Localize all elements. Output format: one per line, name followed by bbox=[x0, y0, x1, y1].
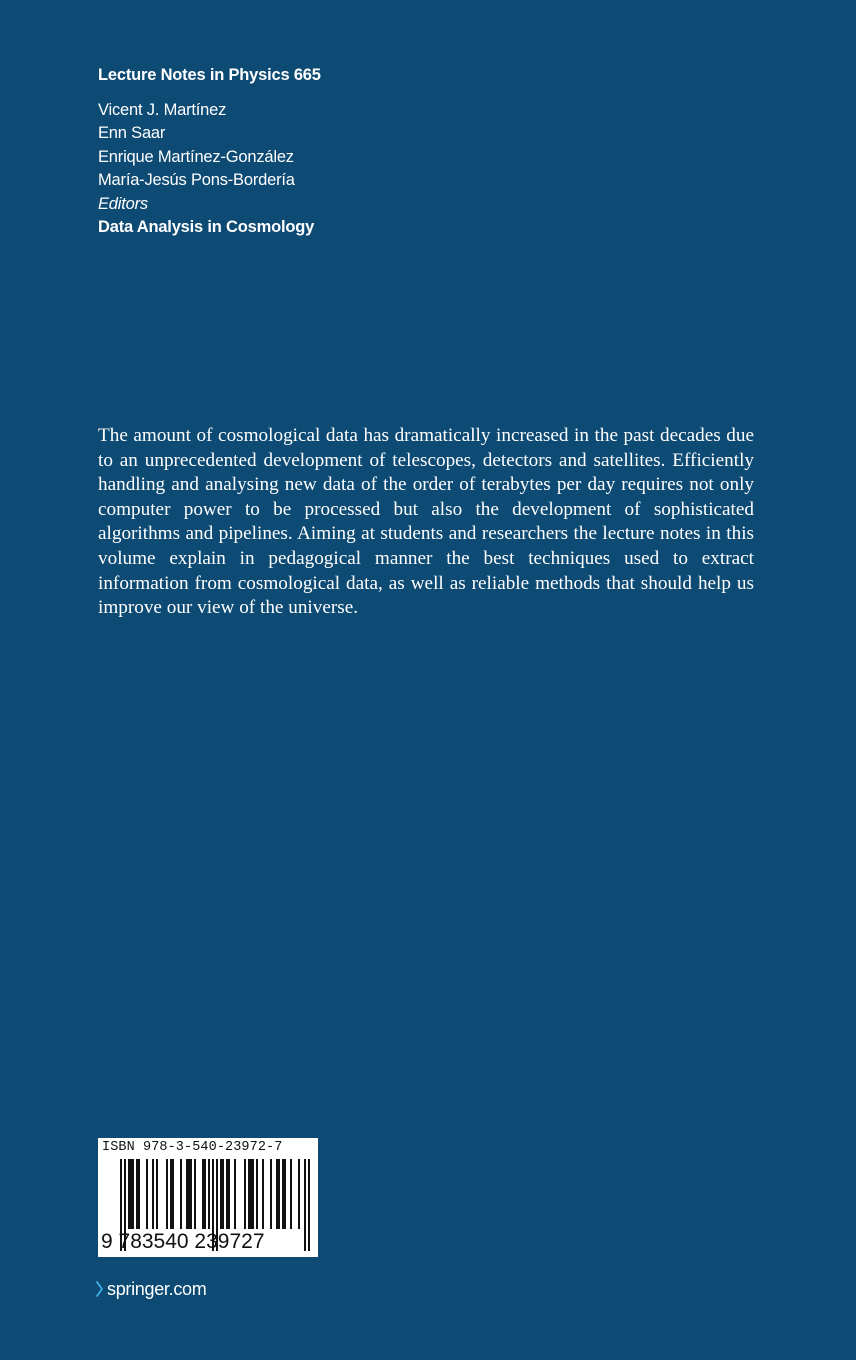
barcode-bar bbox=[190, 1159, 192, 1229]
isbn-barcode bbox=[98, 1138, 318, 1257]
editor-name: Enn Saar bbox=[98, 124, 166, 142]
barcode-bar bbox=[172, 1159, 174, 1229]
barcode-bar bbox=[138, 1159, 140, 1229]
editors-label: Editors bbox=[98, 194, 148, 213]
barcode-bar bbox=[284, 1159, 286, 1229]
barcode-bar bbox=[170, 1159, 172, 1229]
publisher-footer bbox=[96, 1276, 206, 1302]
editor-name: María-Jesús Pons-Bordería bbox=[98, 171, 295, 189]
chevron-right-icon bbox=[96, 1281, 103, 1297]
barcode-bar bbox=[186, 1159, 188, 1229]
barcode-bar bbox=[208, 1159, 210, 1229]
barcode-bar bbox=[204, 1159, 206, 1229]
barcode-bar bbox=[248, 1159, 250, 1229]
barcode-bar bbox=[202, 1159, 204, 1229]
barcode-bar bbox=[180, 1159, 182, 1229]
barcode-bar bbox=[146, 1159, 148, 1229]
barcode-bar bbox=[278, 1159, 280, 1229]
barcode-bar bbox=[252, 1159, 254, 1229]
barcode-bar bbox=[136, 1159, 138, 1229]
book-description: The amount of cosmological data has dramatically increased in the past decades due to an unprecedented development of telescopes, detectors and satellites. Efficiently handling and analysing new data of the order of terabytes per day requires not only computer power to be processed but also the development of sophisticated algorithms and pipelines. Aiming at students and researchers the lecture notes in this volume explain in pedagogical manner the best techniques used to extract information from cosmological data, as well as reliable methods that should help us improve our view of the universe. bbox=[98, 425, 754, 619]
series-title: Lecture Notes in Physics 665 bbox=[98, 66, 321, 84]
editor-name: Vicent J. Martínez bbox=[98, 100, 227, 119]
barcode-bar bbox=[152, 1159, 154, 1229]
barcode-bar bbox=[222, 1159, 224, 1229]
barcode-bar bbox=[228, 1159, 230, 1229]
barcode-bar bbox=[194, 1159, 196, 1229]
barcode-bar bbox=[226, 1159, 228, 1229]
barcode-bar bbox=[270, 1159, 272, 1229]
barcode-bar bbox=[132, 1159, 134, 1229]
barcode-bar bbox=[298, 1159, 300, 1229]
back-cover-header bbox=[98, 64, 498, 240]
publisher-website[interactable]: springer.com bbox=[107, 1279, 207, 1299]
barcode-bar bbox=[244, 1159, 246, 1229]
barcode-digits: 9 783540 239727 bbox=[101, 1230, 265, 1253]
barcode-bar bbox=[262, 1159, 264, 1229]
barcode-bar bbox=[290, 1159, 292, 1229]
barcode-bar bbox=[156, 1159, 158, 1229]
barcode-bar bbox=[188, 1159, 190, 1229]
isbn-label: ISBN 978-3-540-23972-7 bbox=[102, 1140, 283, 1155]
barcode-bar bbox=[220, 1159, 222, 1229]
editor-name: Enrique Martínez-González bbox=[98, 147, 294, 166]
barcode-bar bbox=[304, 1159, 306, 1251]
barcode-bar bbox=[250, 1159, 252, 1229]
barcode-bar bbox=[130, 1159, 132, 1229]
barcode-bar bbox=[166, 1159, 168, 1229]
barcode-bar bbox=[234, 1159, 236, 1229]
barcode-bar bbox=[256, 1159, 258, 1229]
barcode-bar bbox=[308, 1159, 310, 1251]
barcode-bar bbox=[276, 1159, 278, 1229]
barcode-bar bbox=[282, 1159, 284, 1229]
book-title: Data Analysis in Cosmology bbox=[98, 218, 315, 236]
barcode-bar bbox=[128, 1159, 130, 1229]
